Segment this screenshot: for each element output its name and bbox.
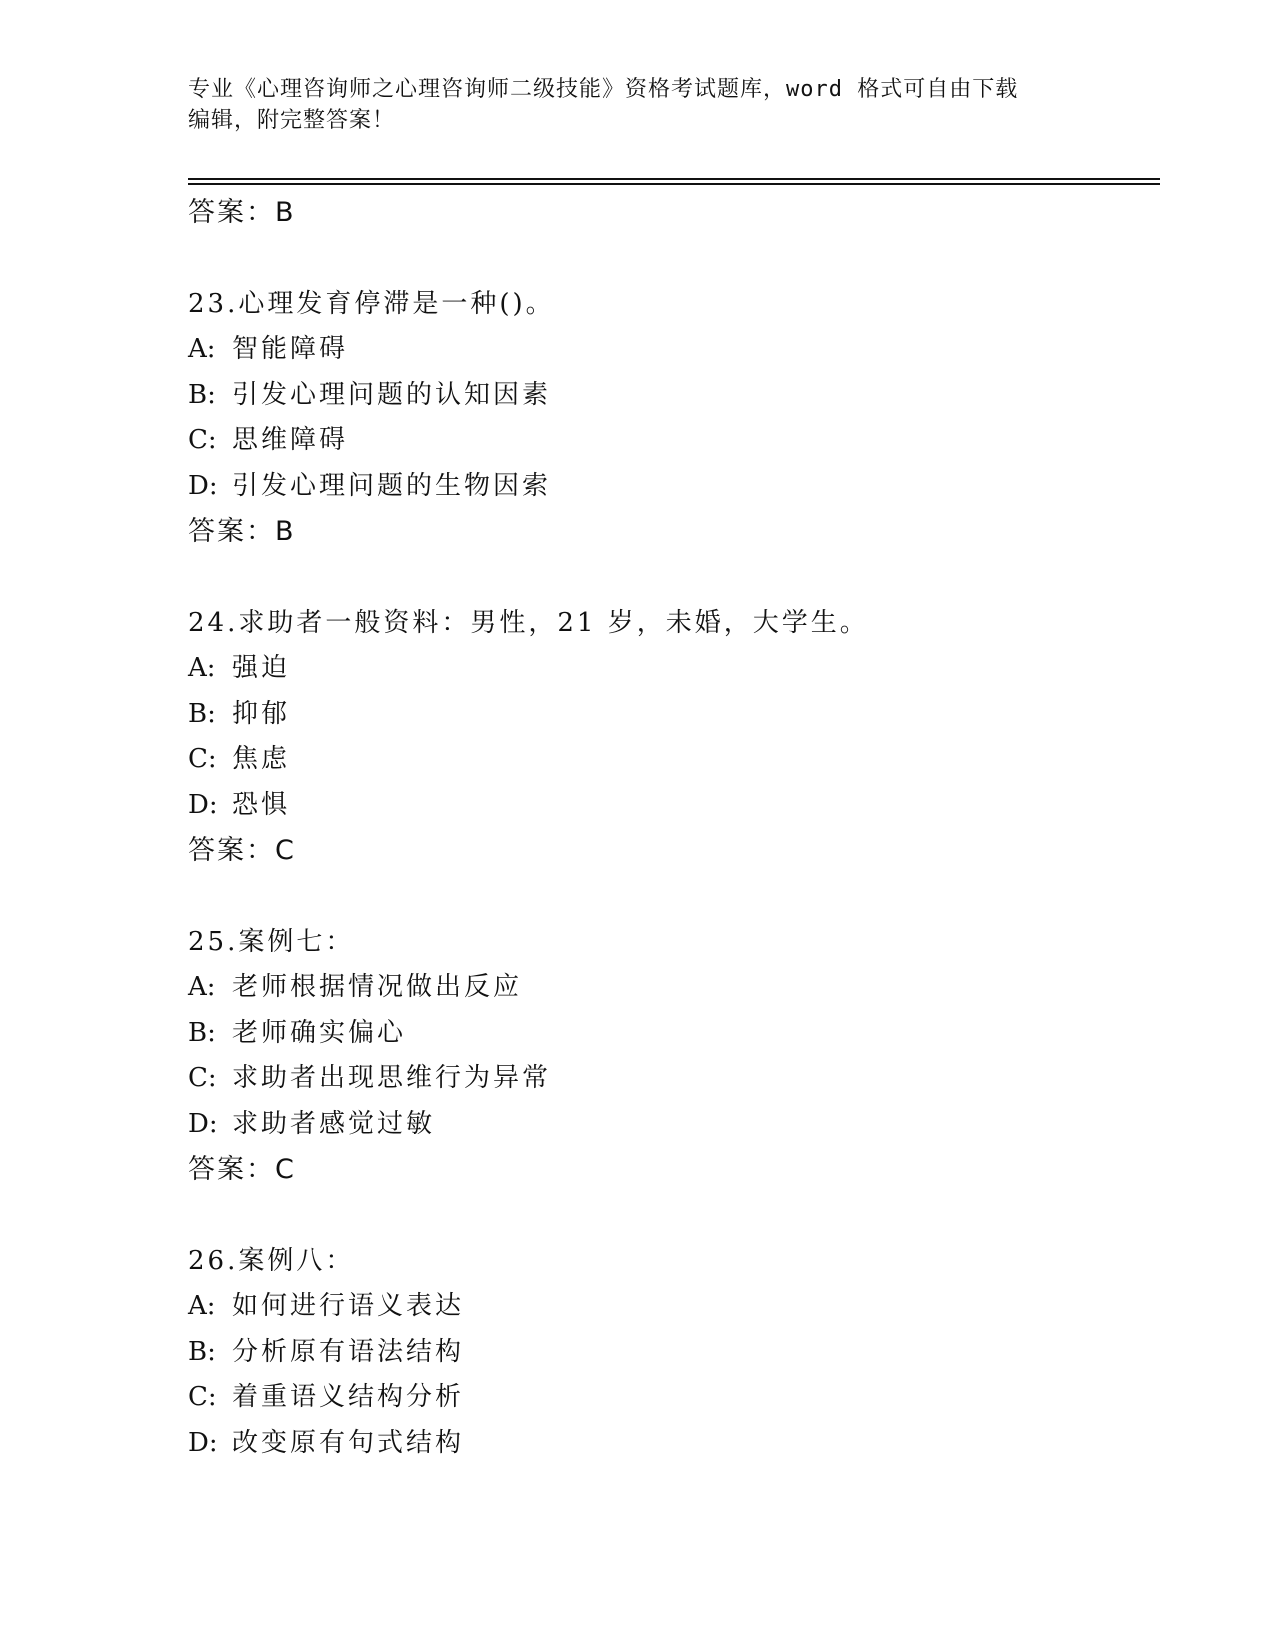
option-line: [188, 1056, 1148, 1102]
header-line-2: 编辑，附完整答案！: [188, 108, 396, 133]
header-divider-top: [188, 178, 1160, 180]
answer-line: 答案：B: [188, 516, 296, 547]
spacer: [188, 1193, 1148, 1239]
option-text: 抑郁: [232, 698, 291, 729]
question-stem: 24.求助者一般资料：男性，21 岁，未婚，大学生。: [188, 607, 869, 638]
option-letter: D:: [188, 470, 218, 501]
option-letter: B:: [188, 1336, 216, 1367]
option-line: [188, 373, 1148, 419]
option-line: [188, 1330, 1148, 1376]
option-text: 强迫: [232, 653, 291, 683]
option-line: [188, 418, 1148, 464]
spacer: [188, 874, 1148, 920]
option-text: 着重语义结构分析: [232, 1382, 465, 1412]
option-letter: B:: [188, 379, 216, 410]
option-text: 老师确实偏心: [232, 1017, 407, 1048]
option-line: [188, 464, 1148, 510]
option-letter: A:: [188, 972, 216, 1002]
option-text: 求助者感觉过敏: [232, 1108, 436, 1139]
question-stem: 26.案例八：: [188, 1245, 355, 1276]
option-letter: B:: [188, 698, 216, 729]
option-letter: D:: [188, 1427, 218, 1458]
option-line: [188, 783, 1148, 829]
option-letter: C:: [188, 744, 217, 774]
option-text: 求助者出现思维行为异常: [232, 1063, 552, 1093]
answer-line: 答案：B: [188, 197, 296, 228]
header-divider-bottom: [188, 183, 1160, 185]
option-text: 恐惧: [232, 789, 291, 820]
option-text: 引发心理问题的生物因索: [232, 470, 552, 501]
option-text: 如何进行语义表达: [232, 1291, 465, 1321]
question-block: [188, 601, 1148, 874]
option-letter: B:: [188, 1017, 216, 1048]
option-line: [188, 692, 1148, 738]
question-block: [188, 282, 1148, 555]
question-stem: 23.心理发育停滞是一种()。: [188, 288, 555, 319]
option-letter: A:: [188, 653, 216, 683]
option-line: [188, 1102, 1148, 1148]
option-text: 智能障碍: [232, 334, 349, 364]
document-header: [188, 74, 1068, 136]
option-letter: C:: [188, 425, 217, 455]
option-line: [188, 737, 1148, 783]
option-line: [188, 1011, 1148, 1057]
option-line: [188, 965, 1148, 1011]
option-line: [188, 1375, 1148, 1421]
option-text: 老师根据情况做出反应: [232, 972, 523, 1002]
question-stem: 25.案例七：: [188, 926, 355, 957]
spacer: [188, 555, 1148, 601]
answer-line: 答案：C: [188, 835, 296, 866]
question-block: [188, 1239, 1148, 1467]
option-letter: C:: [188, 1382, 217, 1412]
option-letter: A:: [188, 334, 216, 364]
answer-line: 答案：C: [188, 1154, 296, 1185]
option-letter: A:: [188, 1291, 216, 1321]
option-text: 焦虑: [232, 744, 291, 774]
option-letter: C:: [188, 1063, 217, 1093]
option-letter: D:: [188, 789, 218, 820]
option-text: 改变原有句式结构: [232, 1427, 465, 1458]
header-line-1: 专业《心理咨询师之心理咨询师二级技能》资格考试题库，word 格式可自由下载: [188, 77, 1019, 102]
question-block: [188, 920, 1148, 1193]
option-line: [188, 327, 1148, 373]
option-line: [188, 1284, 1148, 1330]
option-text: 分析原有语法结构: [232, 1336, 465, 1367]
spacer: [188, 236, 1148, 282]
option-letter: D:: [188, 1108, 218, 1139]
option-line: [188, 646, 1148, 692]
question-list: [188, 190, 1148, 1466]
option-line: [188, 1421, 1148, 1467]
option-text: 思维障碍: [232, 425, 349, 455]
option-text: 引发心理问题的认知因素: [232, 379, 552, 410]
